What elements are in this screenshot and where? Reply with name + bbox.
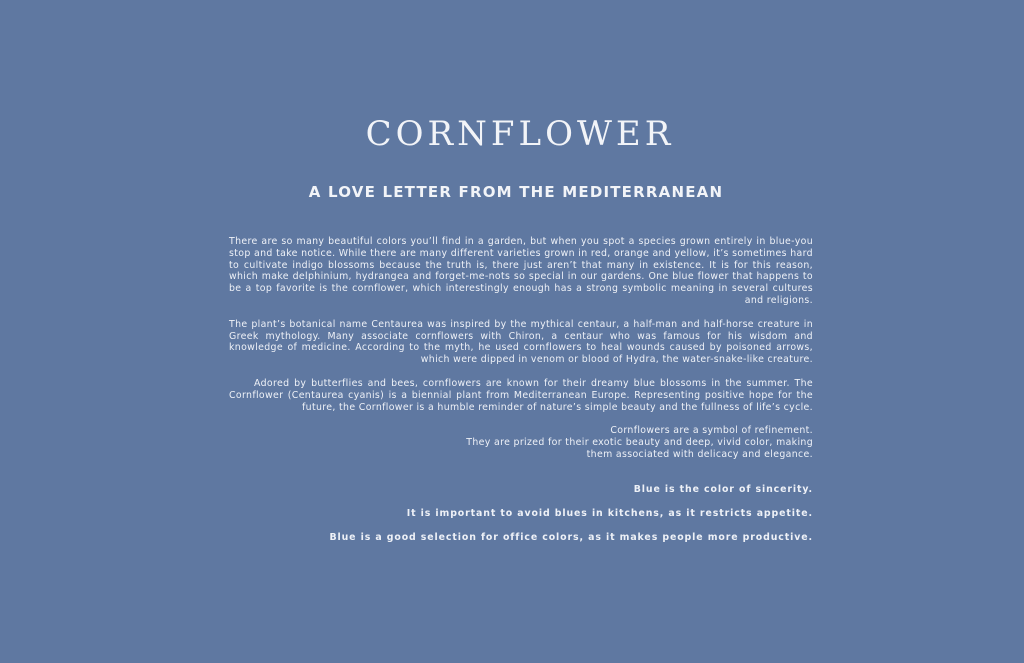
page-title: CORNFLOWER	[365, 114, 675, 154]
page-subtitle: A LOVE LETTER FROM THE MEDITERRANEAN	[308, 183, 724, 201]
blue-facts	[229, 484, 813, 544]
refinement-block	[229, 425, 813, 460]
fact-office: Blue is a good selection for office colors, as it makes people more productive.	[329, 531, 813, 543]
refinement-line: They are prized for their exotic beauty and deep, vivid color, making	[466, 437, 813, 449]
article-body	[229, 236, 813, 556]
fact-sincerity: Blue is the color of sincerity.	[633, 483, 813, 495]
refinement-line: Cornflowers are a symbol of refinement.	[610, 425, 813, 437]
fact-kitchens: It is important to avoid blues in kitchens, as it restricts appetite.	[406, 507, 813, 519]
paragraph-summer: Adored by butterflies and bees, cornflowers are known for their dreamy blue blossoms in the summer. The Cornflower (Centaurea cyanis) is a biennial plant from Mediterranean Europe. Representing positive hope for the future, the Cornflower is a humble reminder of nature’s simple beauty and the fullness of life’s cycle.	[229, 377, 813, 413]
paragraph-mythology: The plant’s botanical name Centaurea was inspired by the mythical centaur, a half-man and half-horse creature in Greek mythology. Many associate cornflowers with Chiron, a centaur who was famous for his wisdom and knowledge of medicine. According to the myth, he used cornflowers to heal wounds caused by poisoned arrows, which were dipped in venom or blood of Hydra, the water-snake-like creature.	[229, 318, 813, 366]
refinement-line: them associated with delicacy and elegance.	[586, 448, 813, 460]
paragraph-intro: There are so many beautiful colors you’ll find in a garden, but when you spot a species grown entirely in blue-you stop and take notice. While there are many different varieties grown in red, orange and yellow, it’s sometimes hard to cultivate indigo blossoms because the truth is, there just aren’t that many in existence. It is for this reason, which make delphinium, hydrangea and forget-me-nots so special in our gardens. One blue flower that happens to be a top favorite is the cornflower, which interestingly enough has a strong symbolic meaning in several cultures and religions.	[229, 236, 813, 306]
